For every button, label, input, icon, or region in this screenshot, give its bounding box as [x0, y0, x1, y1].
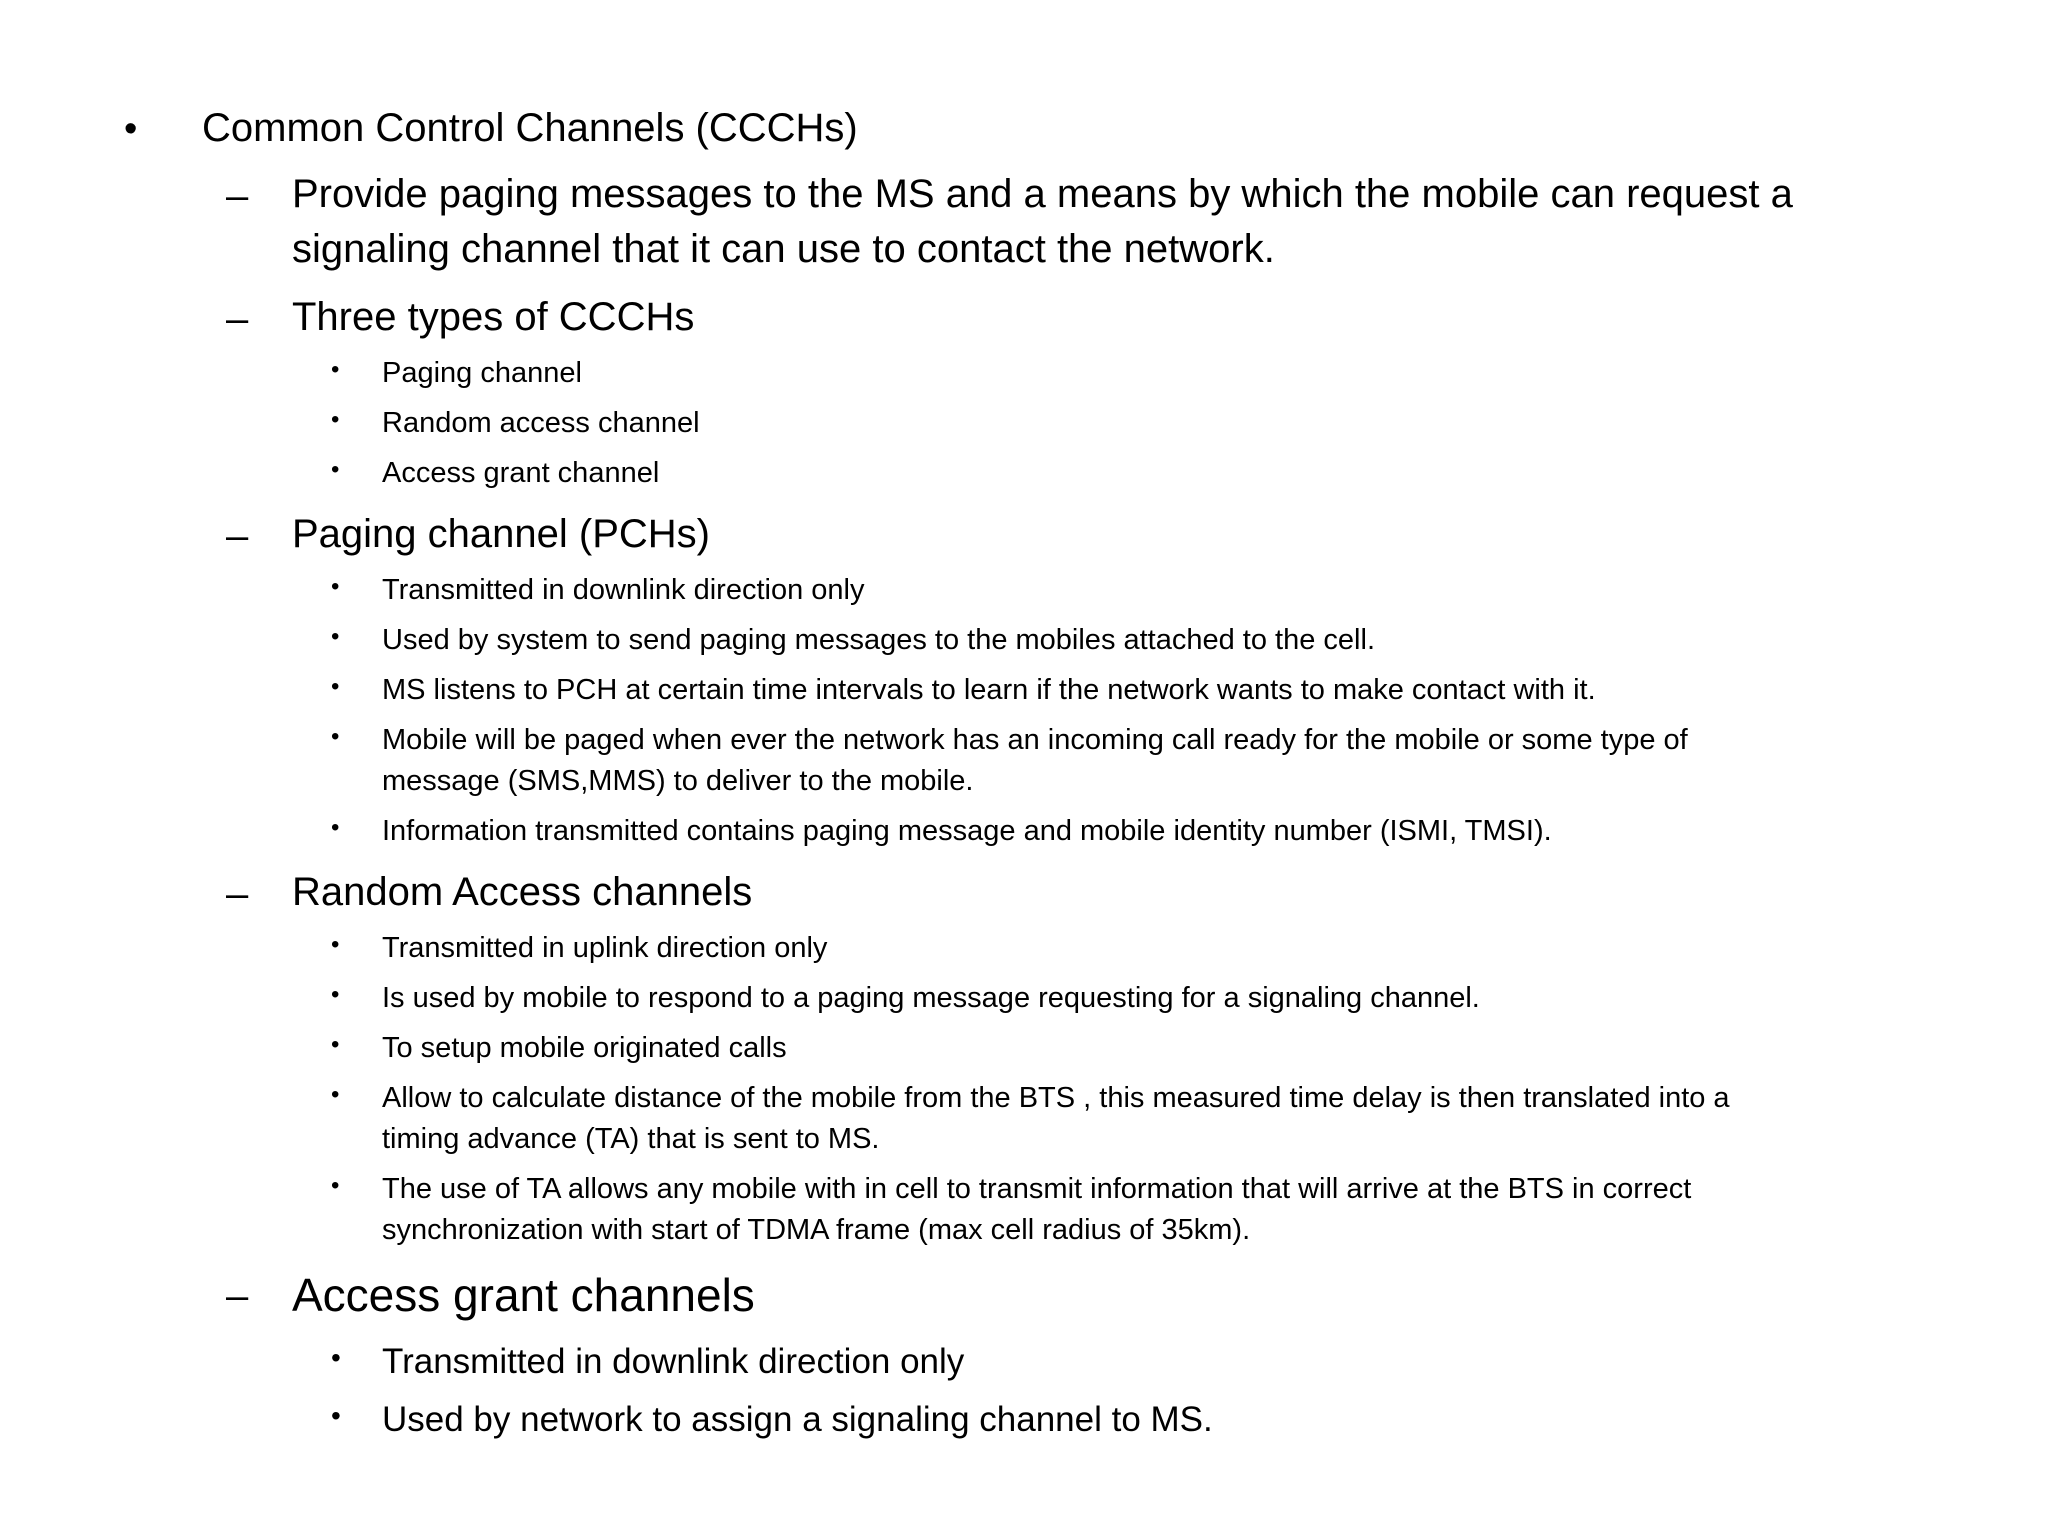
pch-heading-text: Paging channel (PCHs)	[292, 512, 710, 556]
pch-item-text: Transmitted in downlink direction only	[382, 574, 865, 606]
agch-item-text: Transmitted in downlink direction only	[382, 1342, 965, 1381]
pch-item-text: Used by system to send paging messages to the mobiles attached to the cell.	[382, 624, 1375, 656]
intro-text-line1: Provide paging messages to the MS and a means by which the mobile can request a	[292, 172, 1793, 216]
types-item-text: Paging channel	[382, 357, 582, 389]
types-item-text: Access grant channel	[382, 457, 660, 489]
intro-text-line2: signaling channel that it can use to contact the network.	[292, 227, 1275, 271]
types-heading-text: Three types of CCCHs	[292, 295, 695, 339]
dash-icon: –	[226, 1274, 249, 1318]
agch-heading-text: Access grant channels	[292, 1269, 755, 1321]
rach-item-text: Is used by mobile to respond to a paging message requesting for a signaling channel.	[382, 982, 1480, 1014]
dash-icon: –	[226, 872, 249, 916]
pch-item-text: Mobile will be paged when ever the network has an incoming call ready for the mobile or some type of	[382, 724, 1688, 756]
bullet-icon: •	[331, 573, 340, 600]
agch-item-text: Used by network to assign a signaling channel to MS.	[382, 1400, 1213, 1439]
bullet-icon: •	[331, 931, 340, 958]
bullet-icon: •	[331, 981, 340, 1008]
bullet-icon: •	[331, 1342, 341, 1373]
bullet-icon: •	[124, 108, 138, 150]
bullet-icon: •	[331, 1031, 340, 1058]
dash-icon: –	[226, 297, 249, 341]
heading-text: Common Control Channels (CCCHs)	[202, 106, 858, 150]
bullet-icon: •	[331, 356, 340, 383]
rach-item-text: timing advance (TA) that is sent to MS.	[382, 1123, 880, 1155]
rach-item-text: synchronization with start of TDMA frame (max cell radius of 35km).	[382, 1214, 1251, 1246]
bullet-icon: •	[331, 673, 340, 700]
pch-item-text: MS listens to PCH at certain time intervals to learn if the network wants to make contact with it.	[382, 674, 1596, 706]
types-item-text: Random access channel	[382, 407, 700, 439]
dash-icon: –	[226, 174, 249, 218]
pch-item-text: message (SMS,MMS) to deliver to the mobile.	[382, 765, 974, 797]
rach-item-text: To setup mobile originated calls	[382, 1032, 787, 1064]
rach-heading-text: Random Access channels	[292, 870, 753, 914]
bullet-icon: •	[331, 1400, 341, 1431]
dash-icon: –	[226, 514, 249, 558]
rach-item-text: Transmitted in uplink direction only	[382, 932, 828, 964]
rach-item-text: The use of TA allows any mobile with in cell to transmit information that will arrive at the BTS in correct	[382, 1173, 1692, 1205]
bullet-icon: •	[331, 814, 340, 841]
bullet-icon: •	[331, 623, 340, 650]
bullet-icon: •	[331, 456, 340, 483]
pch-item-text: Information transmitted contains paging message and mobile identity number (ISMI, TMSI).	[382, 815, 1552, 847]
bullet-icon: •	[331, 1081, 340, 1108]
bullet-icon: •	[331, 723, 340, 750]
bullet-icon: •	[331, 406, 340, 433]
bullet-icon: •	[331, 1172, 340, 1199]
rach-item-text: Allow to calculate distance of the mobile from the BTS , this measured time delay is then translated into a	[382, 1082, 1730, 1114]
